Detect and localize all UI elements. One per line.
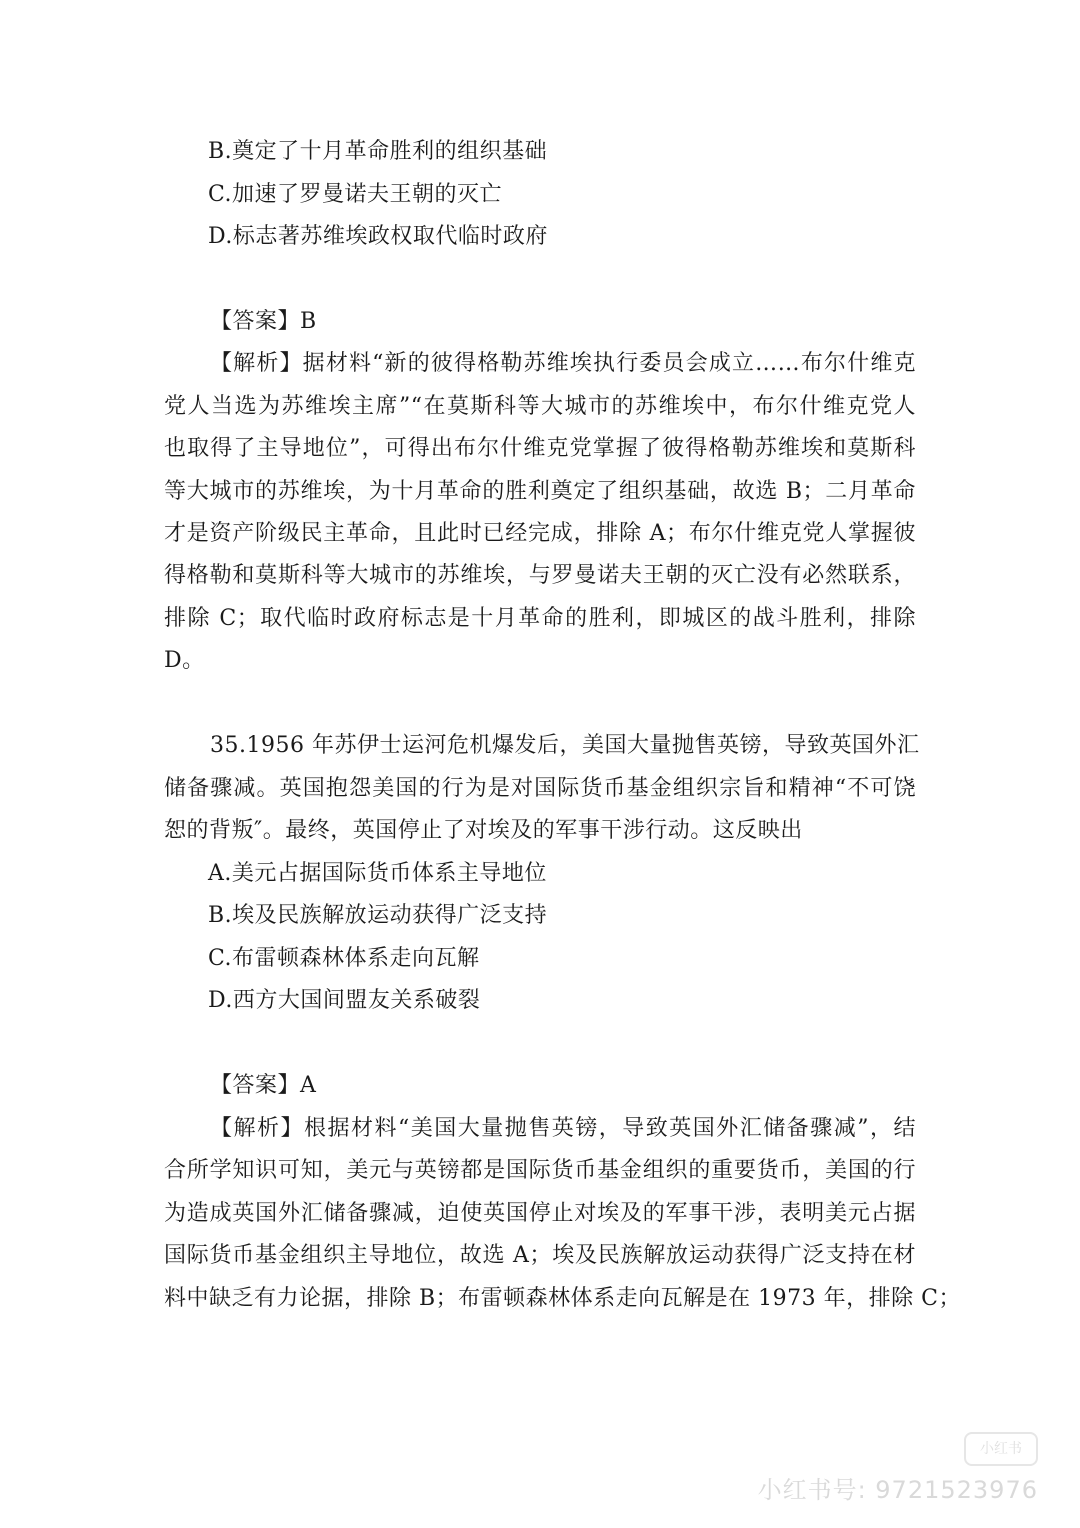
- q34-analysis-line: 得格勒和莫斯科等大城市的苏维埃，与罗曼诺夫王朝的灭亡没有必然联系，: [164, 563, 916, 588]
- q34-option-c: C.加速了罗曼诺夫王朝的灭亡: [208, 182, 503, 207]
- q34-option-d: D.标志著苏维埃政权取代临时政府: [208, 224, 548, 249]
- watermark-logo: 小红书: [964, 1432, 1038, 1466]
- q35-analysis-line: 为造成英国外汇储备骤减，迫使英国停止对埃及的军事干涉，表明美元占据: [164, 1201, 916, 1226]
- q35-option-b: B.埃及民族解放运动获得广泛支持: [208, 903, 548, 928]
- q35-analysis-line: 国际货币基金组织主导地位，故选 A；埃及民族解放运动获得广泛支持在材: [164, 1243, 916, 1268]
- watermark-text: 小红书号: 9721523976: [757, 1476, 1038, 1504]
- q35-analysis-line: 【解析】根据材料“美国大量抛售英镑，导致英国外汇储备骤减”，结: [210, 1116, 916, 1141]
- q35-option-a: A.美元占据国际货币体系主导地位: [208, 861, 547, 886]
- q35-analysis-line: 料中缺乏有力论据，排除 B；布雷顿森林体系走向瓦解是在 1973 年，排除 C；: [164, 1286, 961, 1311]
- q34-analysis-line: 排除 C；取代临时政府标志是十月革命的胜利，即城区的战斗胜利，排除: [164, 606, 916, 631]
- q34-analysis-line: 才是资产阶级民主革命，且此时已经完成，排除 A；布尔什维克党人掌握彼: [164, 521, 916, 546]
- q35-option-c: C.布雷顿森林体系走向瓦解: [208, 946, 480, 971]
- q34-analysis-line: 党人当选为苏维埃主席”“在莫斯科等大城市的苏维埃中，布尔什维克党人: [164, 394, 916, 419]
- q35-stem-line: 恕的背叛″。最终，英国停止了对埃及的军事干涉行动。这反映出: [164, 818, 803, 843]
- q34-analysis-line: 等大城市的苏维埃，为十月革命的胜利奠定了组织基础，故选 B；二月革命: [164, 479, 916, 504]
- q34-answer: 【答案】B: [210, 309, 317, 334]
- q35-analysis-line: 合所学知识可知，美元与英镑都是国际货币基金组织的重要货币，美国的行: [164, 1158, 916, 1183]
- q34-analysis-line: D。: [164, 648, 205, 673]
- q35-answer: 【答案】A: [210, 1073, 317, 1098]
- q34-analysis-line: 【解析】据材料“新的彼得格勒苏维埃执行委员会成立……布尔什维克: [210, 351, 916, 376]
- q35-option-d: D.西方大国间盟友关系破裂: [208, 988, 481, 1013]
- q35-stem-line: 储备骤减。英国抱怨美国的行为是对国际货币基金组织宗旨和精神“不可饶: [164, 776, 916, 801]
- q34-analysis-line: 也取得了主导地位”，可得出布尔什维克党掌握了彼得格勒苏维埃和莫斯科: [164, 436, 916, 461]
- q34-option-b: B.奠定了十月革命胜利的组织基础: [208, 139, 548, 164]
- q35-stem-line: 35.1956 年苏伊士运河危机爆发后，美国大量抛售英镑，导致英国外汇: [210, 733, 920, 758]
